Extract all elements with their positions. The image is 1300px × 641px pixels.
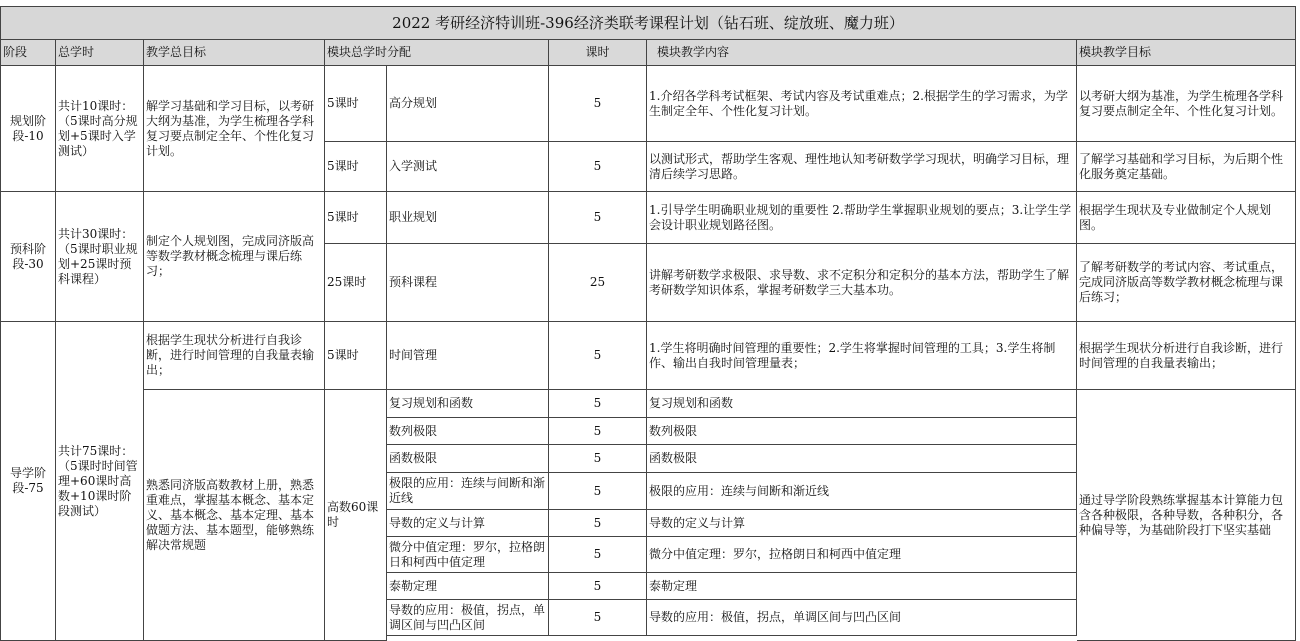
row-hours: 5 xyxy=(549,473,647,510)
row-content: 极限的应用：连续与间断和渐近线 xyxy=(647,473,1077,510)
row-content: 1.介绍各学科考试框架、考试内容及考试重难点；2.根据学生的学习需求，为学生制定全年、个性化复习计划。 xyxy=(647,66,1077,142)
row-module-name: 时间管理 xyxy=(387,322,549,390)
row-content: 数列极限 xyxy=(647,418,1077,445)
row-content: 泰勒定理 xyxy=(647,573,1077,600)
row-module-goal: 根据学生现状分析进行自我诊断，进行时间管理的自我量表输出； xyxy=(1077,322,1296,390)
row-module-name: 复习规划和函数 xyxy=(387,390,549,418)
stage-guided-goal-math: 熟悉同济版高数教材上册，熟悉重难点，掌握基本概念、基本定义、基本概念、基本定理、基本做题方法、基本题型，能够熟练解决常规题 xyxy=(144,390,325,641)
row-hours: 25 xyxy=(549,244,647,322)
header-module-hours: 模块总学时分配 xyxy=(325,40,549,66)
module-goal-math: 通过导学阶段熟练掌握基本计算能力包含各种极限，各种导数，各种积分，各种偏导等，为基础阶段打下坚实基础 xyxy=(1077,390,1296,641)
stage-planning-total: 共计10课时：（5课时高分规划+5课时入学测试） xyxy=(56,66,144,192)
stage-preparatory-total: 共计30课时：（5课时职业规划+25课时预科课程） xyxy=(56,192,144,322)
table-title: 2022 考研经济特训班-396经济类联考课程计划（钻石班、绽放班、魔力班） xyxy=(0,6,1296,40)
header-hours: 课时 xyxy=(549,40,647,66)
row-module-name: 入学测试 xyxy=(387,142,549,192)
row-hours: 5 xyxy=(549,418,647,445)
header-content: 模块教学内容 xyxy=(647,40,1077,66)
row-module-name: 函数极限 xyxy=(387,445,549,473)
row-module-goal: 了解学习基础和学习目标，为后期个性化服务奠定基础。 xyxy=(1077,142,1296,192)
stage-guided: 导学阶段-75 xyxy=(0,322,56,641)
row-hours: 5 xyxy=(549,142,647,192)
row-module-goal: 以考研大纲为基准，为学生梳理各学科复习要点制定全年、个性化复习计划。 xyxy=(1077,66,1296,142)
row-content: 导数的应用：极值，拐点，单调区间与凹凸区间 xyxy=(647,600,1077,636)
stage-planning-goal: 解学习基础和学习目标，以考研大纲为基准，为学生梳理各学科复习要点制定全年、个性化复习计划。 xyxy=(144,66,325,192)
header-goal: 教学总目标 xyxy=(144,40,325,66)
row-content: 讲解考研数学求极限、求导数、求不定积分和定积分的基本方法，帮助学生了解考研数学知识体系，掌握考研数学三大基本功。 xyxy=(647,244,1077,322)
row-content: 复习规划和函数 xyxy=(647,390,1077,418)
row-hours: 5 xyxy=(549,445,647,473)
stage-planning: 规划阶段-10 xyxy=(0,66,56,192)
row-hours: 5 xyxy=(549,322,647,390)
row-module-hours: 5课时 xyxy=(325,142,387,192)
row-hours: 5 xyxy=(549,600,647,636)
row-content: 1.学生将明确时间管理的重要性；2.学生将掌握时间管理的工具；3.学生将制作、输出自我时间管理量表； xyxy=(647,322,1077,390)
row-module-name: 高分规划 xyxy=(387,66,549,142)
header-total-hours: 总学时 xyxy=(56,40,144,66)
row-content: 导数的定义与计算 xyxy=(647,510,1077,537)
row-hours: 5 xyxy=(549,510,647,537)
stage-guided-goal-time: 根据学生现状分析进行自我诊断，进行时间管理的自我量表输出； xyxy=(144,322,325,390)
row-hours: 5 xyxy=(549,573,647,600)
row-module-goal: 根据学生现状及专业做制定个人规划图。 xyxy=(1077,192,1296,244)
stage-guided-total: 共计75课时：（5课时时间管理+60课时高数+10课时阶段测试） xyxy=(56,322,144,641)
row-module-goal: 了解考研数学的考试内容、考试重点，完成同济版高等数学教材概念梳理与课后练习； xyxy=(1077,244,1296,322)
row-module-name: 职业规划 xyxy=(387,192,549,244)
stage-preparatory: 预科阶段-30 xyxy=(0,192,56,322)
row-content: 1.引导学生明确职业规划的重要性 2.帮助学生掌握职业规划的要点；3.让学生学会设计职业规划路径图。 xyxy=(647,192,1077,244)
row-content: 微分中值定理：罗尔，拉格朗日和柯西中值定理 xyxy=(647,537,1077,573)
row-module-name: 数列极限 xyxy=(387,418,549,445)
row-module-name: 微分中值定理：罗尔，拉格朗日和柯西中值定理 xyxy=(387,537,549,573)
row-module-name: 预科课程 xyxy=(387,244,549,322)
module-math-hours: 高数60课时 xyxy=(325,390,387,641)
stage-preparatory-goal: 制定个人规划图，完成同济版高等数学教材概念梳理与课后练习； xyxy=(144,192,325,322)
row-content: 函数极限 xyxy=(647,445,1077,473)
row-module-name: 极限的应用：连续与间断和渐近线 xyxy=(387,473,549,510)
row-module-hours: 5课时 xyxy=(325,192,387,244)
row-module-name: 泰勒定理 xyxy=(387,573,549,600)
header-module-goal: 模块教学目标 xyxy=(1077,40,1296,66)
row-module-hours: 5课时 xyxy=(325,66,387,142)
row-hours: 5 xyxy=(549,66,647,142)
row-hours: 5 xyxy=(549,192,647,244)
row-module-hours: 25课时 xyxy=(325,244,387,322)
row-module-hours: 5课时 xyxy=(325,322,387,390)
row-hours: 5 xyxy=(549,537,647,573)
row-content: 以测试形式，帮助学生客观、理性地认知考研数学学习现状，明确学习目标，理清后续学习思路。 xyxy=(647,142,1077,192)
row-module-name: 导数的定义与计算 xyxy=(387,510,549,537)
row-module-name: 导数的应用：极值，拐点，单调区间与凹凸区间 xyxy=(387,600,549,636)
header-stage: 阶段 xyxy=(0,40,56,66)
row-hours: 5 xyxy=(549,390,647,418)
